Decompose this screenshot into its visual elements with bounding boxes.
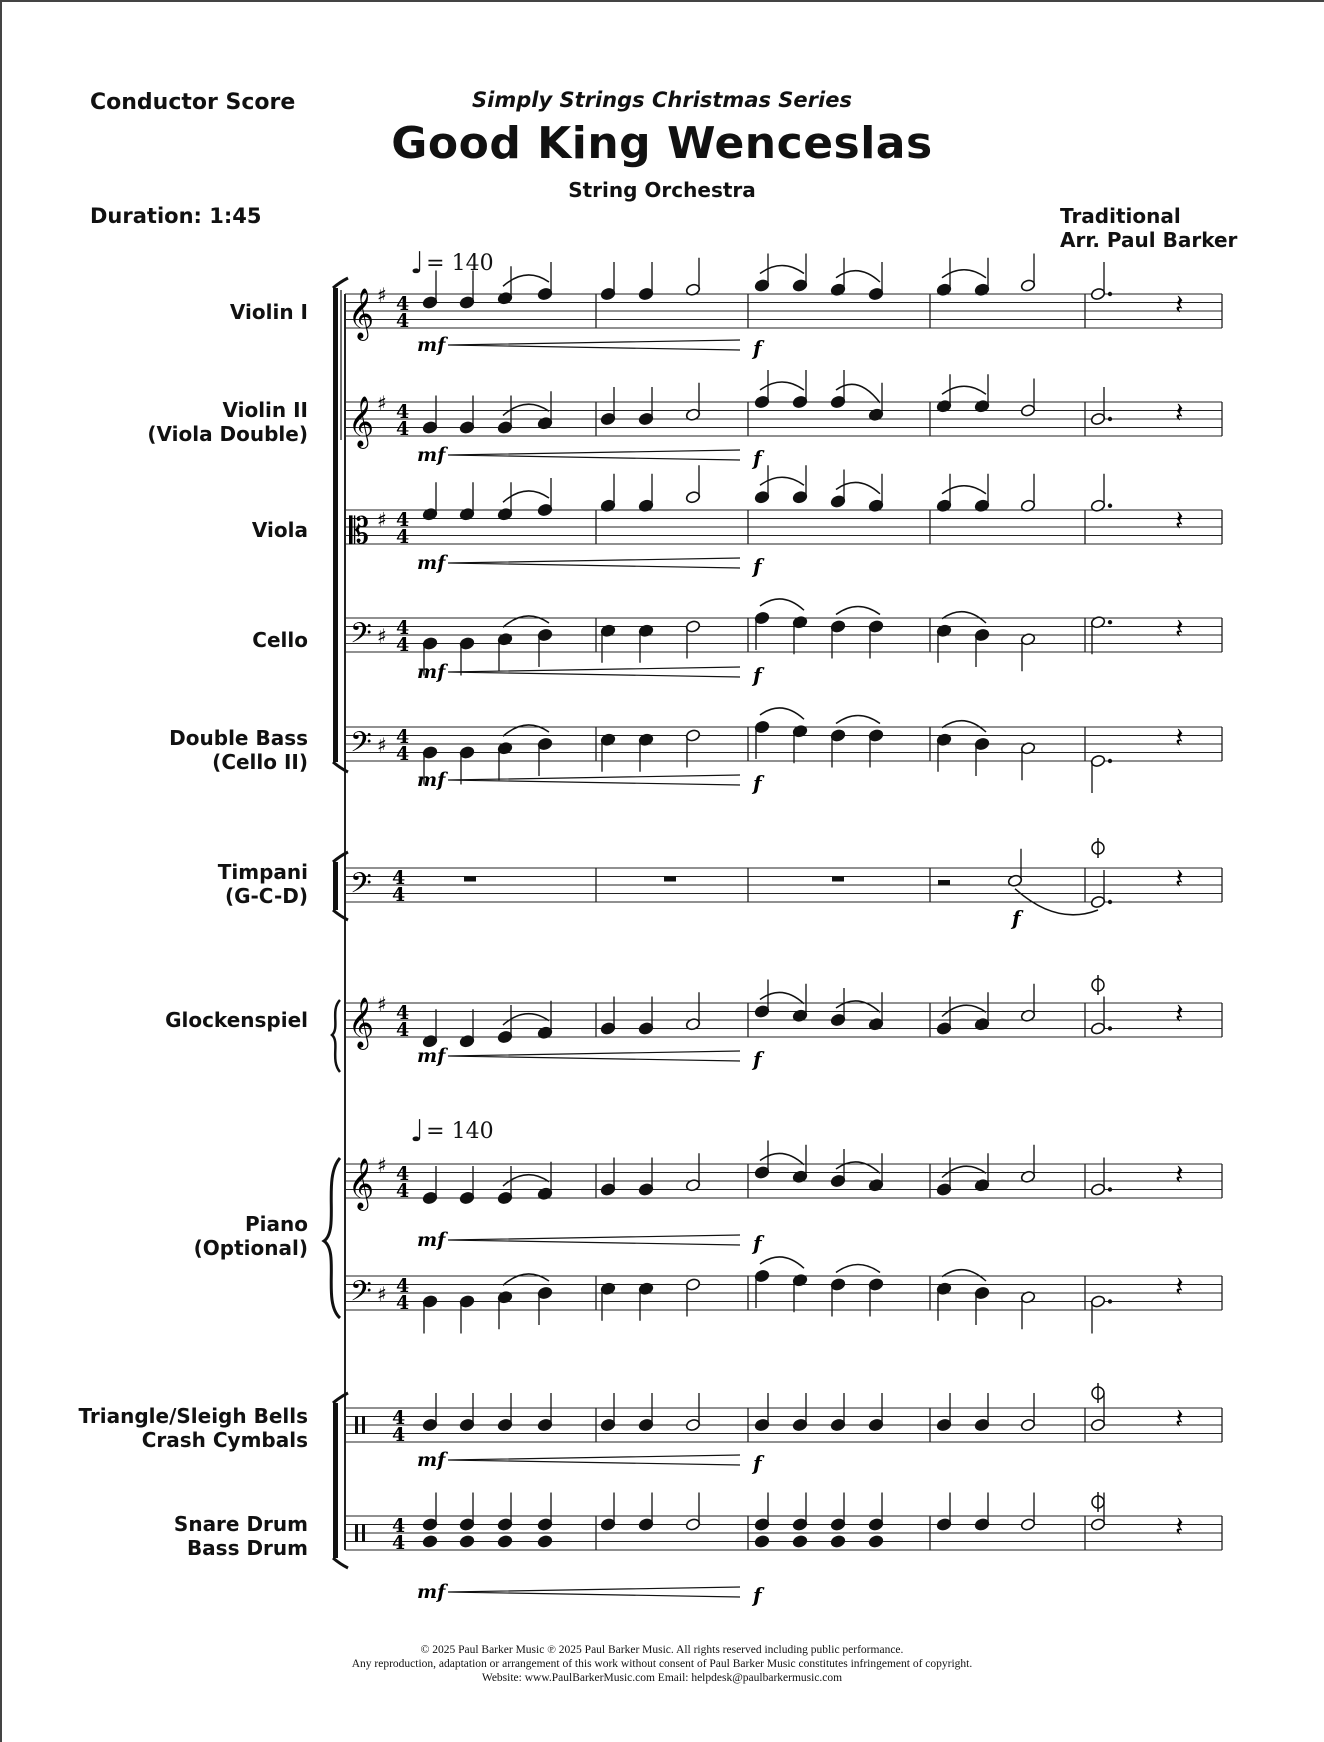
treble-clef-icon: 𝄞 — [348, 396, 375, 447]
arranger-credit: Arr. Paul Barker — [1060, 228, 1238, 252]
instrument-label-viola: Viola — [251, 518, 308, 542]
percussion-clef-icon — [355, 1524, 358, 1542]
slur — [760, 599, 804, 610]
dynamic-mezzo-forte-snare: mf — [417, 1581, 446, 1603]
quarter-rest-icon: 𝄽 — [1175, 396, 1184, 429]
quarter-rest-icon: 𝄽 — [1175, 1270, 1184, 1303]
series-title: Simply Strings Christmas Series — [472, 88, 852, 112]
crescendo-hairpin-cello — [448, 667, 740, 677]
dot — [1108, 504, 1112, 508]
sharp-key-signature-icon: ♯ — [377, 1153, 387, 1177]
slur — [760, 1257, 804, 1268]
quarter-rest-icon: 𝄽 — [1175, 862, 1184, 895]
alto-clef-icon: 𝄡 — [349, 511, 370, 552]
time-signature-bottom: 4 — [392, 884, 406, 906]
notehead — [868, 1535, 883, 1548]
duration-label: Duration: 1:45 — [90, 204, 262, 228]
instrument-label-violin-1: Violin I — [229, 300, 308, 324]
slur — [836, 271, 880, 282]
time-signature-top: 4 — [392, 1407, 406, 1429]
quarter-rest-icon: 𝄽 — [1175, 721, 1184, 754]
dynamic-mezzo-forte-double-bass: mf — [417, 769, 446, 791]
tempo-marking-piano: ♩= 140 — [410, 1114, 494, 1149]
slur — [760, 1153, 804, 1164]
slur — [942, 386, 986, 394]
tempo-marking-top: ♩= 140 — [410, 246, 494, 281]
quarter-rest-icon: 𝄽 — [1175, 1158, 1184, 1191]
quarter-rest-icon: 𝄽 — [1175, 1402, 1184, 1435]
footer-line-2: Any reproduction, adaptation or arrangement of this work without consent of Paul Barker Music constitutes infringement of copyright. — [351, 1658, 973, 1670]
crescendo-hairpin-snare — [448, 1587, 740, 1597]
bass-clef-icon: 𝄢 — [350, 617, 372, 657]
time-signature-top: 4 — [396, 1275, 410, 1297]
dot — [1108, 900, 1112, 904]
quarter-rest-icon: 𝄽 — [1175, 504, 1184, 537]
composer-credit: Traditional — [1060, 204, 1181, 228]
dot — [1108, 759, 1112, 763]
time-signature-top: 4 — [396, 1163, 410, 1185]
dynamic-forte-triangle: f — [753, 1451, 762, 1475]
time-signature-bottom: 4 — [392, 1532, 406, 1554]
ensemble-subtitle: String Orchestra — [568, 178, 756, 202]
dynamic-forte-violin-2: f — [753, 446, 762, 470]
quarter-rest-icon: 𝄽 — [1175, 1510, 1184, 1543]
notehead — [459, 1535, 474, 1548]
crescendo-hairpin-triangle — [448, 1455, 740, 1465]
bass-clef-icon: 𝄢 — [350, 1275, 372, 1315]
dynamic-mezzo-forte-violin-1: mf — [417, 334, 446, 356]
slur — [942, 721, 986, 732]
slur — [503, 275, 549, 286]
crescendo-hairpin-double-bass — [448, 775, 740, 785]
time-signature-bottom: 4 — [396, 634, 410, 656]
dynamic-forte-cello: f — [753, 663, 762, 687]
slur — [942, 1270, 986, 1281]
notehead — [830, 1535, 845, 1548]
sharp-key-signature-icon: ♯ — [377, 391, 387, 415]
instrument-label-violin-2: Violin II (Viola Double) — [147, 398, 308, 446]
strings-bracket — [333, 288, 338, 762]
dynamic-forte-piano: f — [753, 1231, 762, 1255]
sharp-key-signature-icon: ♯ — [377, 992, 387, 1016]
sharp-key-signature-icon: ♯ — [377, 507, 387, 532]
dot — [1108, 620, 1112, 624]
dot — [1108, 1026, 1112, 1030]
dynamic-mezzo-forte-cello: mf — [417, 661, 446, 683]
slur — [836, 1265, 880, 1273]
slur — [942, 270, 986, 278]
footer-line-3: Website: www.PaulBarkerMusic.com Email: helpdesk@paulbarkermusic.com — [481, 1672, 843, 1684]
crescendo-hairpin-violin-2 — [448, 450, 740, 460]
timpani-bracket — [333, 862, 338, 910]
slur — [503, 491, 549, 502]
sharp-key-signature-icon: ♯ — [377, 624, 387, 648]
copyright-footer — [0, 1643, 1324, 1685]
half-rest-icon — [938, 880, 950, 885]
slur — [836, 607, 880, 615]
dynamic-forte-timpani: f — [1012, 906, 1021, 930]
strings-bracket-top — [333, 278, 348, 288]
slur — [760, 266, 804, 274]
slur — [942, 486, 986, 494]
dot — [1108, 1187, 1112, 1191]
time-signature-bottom: 4 — [396, 1292, 410, 1314]
time-signature-top: 4 — [396, 617, 410, 639]
dynamic-forte-glockenspiel: f — [753, 1047, 762, 1071]
time-signature-bottom: 4 — [396, 1180, 410, 1202]
quarter-rest-icon: 𝄽 — [1175, 288, 1184, 321]
slur — [760, 477, 804, 485]
slur — [836, 716, 880, 724]
percussion-clef-icon — [355, 1416, 358, 1434]
time-signature-bottom: 4 — [396, 310, 410, 332]
time-signature-top: 4 — [396, 293, 410, 315]
instrument-label-timpani: Timpani (G-C-D) — [217, 860, 308, 908]
instrument-label-glockenspiel: Glockenspiel — [165, 1008, 308, 1032]
slur — [503, 1175, 549, 1186]
crescendo-hairpin-piano — [448, 1235, 740, 1245]
dynamic-mezzo-forte-viola: mf — [417, 552, 446, 574]
slur — [942, 1005, 986, 1016]
slur — [942, 1166, 986, 1177]
time-signature-bottom: 4 — [396, 418, 410, 440]
quarter-rest-icon: 𝄽 — [1175, 997, 1184, 1030]
crescendo-hairpin-viola — [448, 558, 740, 568]
time-signature-bottom: 4 — [396, 743, 410, 765]
time-signature-top: 4 — [392, 867, 406, 889]
notehead — [792, 1535, 807, 1548]
time-signature-top: 4 — [396, 509, 410, 531]
treble-clef-icon: 𝄞 — [348, 288, 375, 339]
percussion-clef-icon — [362, 1416, 365, 1434]
whole-rest-icon — [832, 877, 844, 882]
slur — [503, 1014, 549, 1025]
notehead — [754, 1535, 769, 1548]
notehead — [537, 1535, 552, 1548]
instrument-label-double-bass: Double Bass (Cello II) — [169, 726, 308, 774]
notehead — [497, 1535, 512, 1548]
time-signature-bottom: 4 — [396, 1019, 410, 1041]
bass-clef-icon: 𝄢 — [350, 867, 372, 907]
treble-clef-icon: 𝄞 — [348, 1158, 375, 1209]
slur — [836, 482, 880, 493]
sharp-key-signature-icon: ♯ — [377, 1282, 387, 1306]
bass-clef-icon: 𝄢 — [350, 726, 372, 766]
dynamic-forte-violin-1: f — [753, 336, 762, 360]
dynamic-mezzo-forte-violin-2: mf — [417, 444, 446, 466]
glockenspiel-brace-icon — [332, 1000, 340, 1072]
time-signature-top: 4 — [396, 1002, 410, 1024]
dot — [1108, 417, 1112, 421]
sharp-key-signature-icon: ♯ — [377, 733, 387, 757]
percussion-clef-icon — [362, 1524, 365, 1542]
dynamic-mezzo-forte-piano: mf — [417, 1229, 446, 1251]
time-signature-top: 4 — [392, 1515, 406, 1537]
piece-title: Good King Wenceslas — [391, 118, 933, 169]
notehead — [422, 1535, 437, 1548]
dynamic-forte-viola: f — [753, 554, 762, 578]
slur — [942, 612, 986, 623]
instrument-label-snare: Snare Drum Bass Drum — [173, 1512, 308, 1560]
slur — [503, 404, 549, 415]
time-signature-bottom: 4 — [392, 1424, 406, 1446]
percussion-bracket — [333, 1403, 338, 1558]
instrument-label-cello: Cello — [252, 628, 308, 652]
footer-line-1: © 2025 Paul Barker Music ℗ 2025 Paul Barker Music. All rights reserved including public performance. — [420, 1644, 904, 1656]
crescendo-hairpin-glockenspiel — [448, 1051, 740, 1061]
slur — [760, 708, 804, 719]
time-signature-top: 4 — [396, 726, 410, 748]
time-signature-top: 4 — [396, 401, 410, 423]
instrument-label-triangle: Triangle/Sleigh Bells Crash Cymbals — [78, 1404, 308, 1452]
dynamic-forte-snare: f — [753, 1583, 762, 1607]
whole-rest-icon — [664, 877, 676, 882]
time-signature-bottom: 4 — [396, 526, 410, 548]
instrument-label-piano: Piano (Optional) — [193, 1212, 308, 1260]
crescendo-hairpin-violin-1 — [448, 340, 740, 350]
treble-clef-icon: 𝄞 — [348, 997, 375, 1048]
dynamic-mezzo-forte-glockenspiel: mf — [417, 1045, 446, 1067]
percussion-bracket-bottom — [333, 1558, 348, 1568]
dot — [1108, 1299, 1112, 1303]
sharp-key-signature-icon: ♯ — [377, 283, 387, 307]
dynamic-forte-double-bass: f — [753, 771, 762, 795]
whole-rest-icon — [464, 877, 476, 882]
slur — [760, 992, 804, 1003]
dynamic-mezzo-forte-triangle: mf — [417, 1449, 446, 1471]
dot — [1108, 292, 1112, 296]
piano-brace-icon — [324, 1158, 340, 1318]
slur — [760, 382, 804, 390]
conductor-score-label: Conductor Score — [90, 90, 296, 115]
quarter-rest-icon: 𝄽 — [1175, 612, 1184, 645]
